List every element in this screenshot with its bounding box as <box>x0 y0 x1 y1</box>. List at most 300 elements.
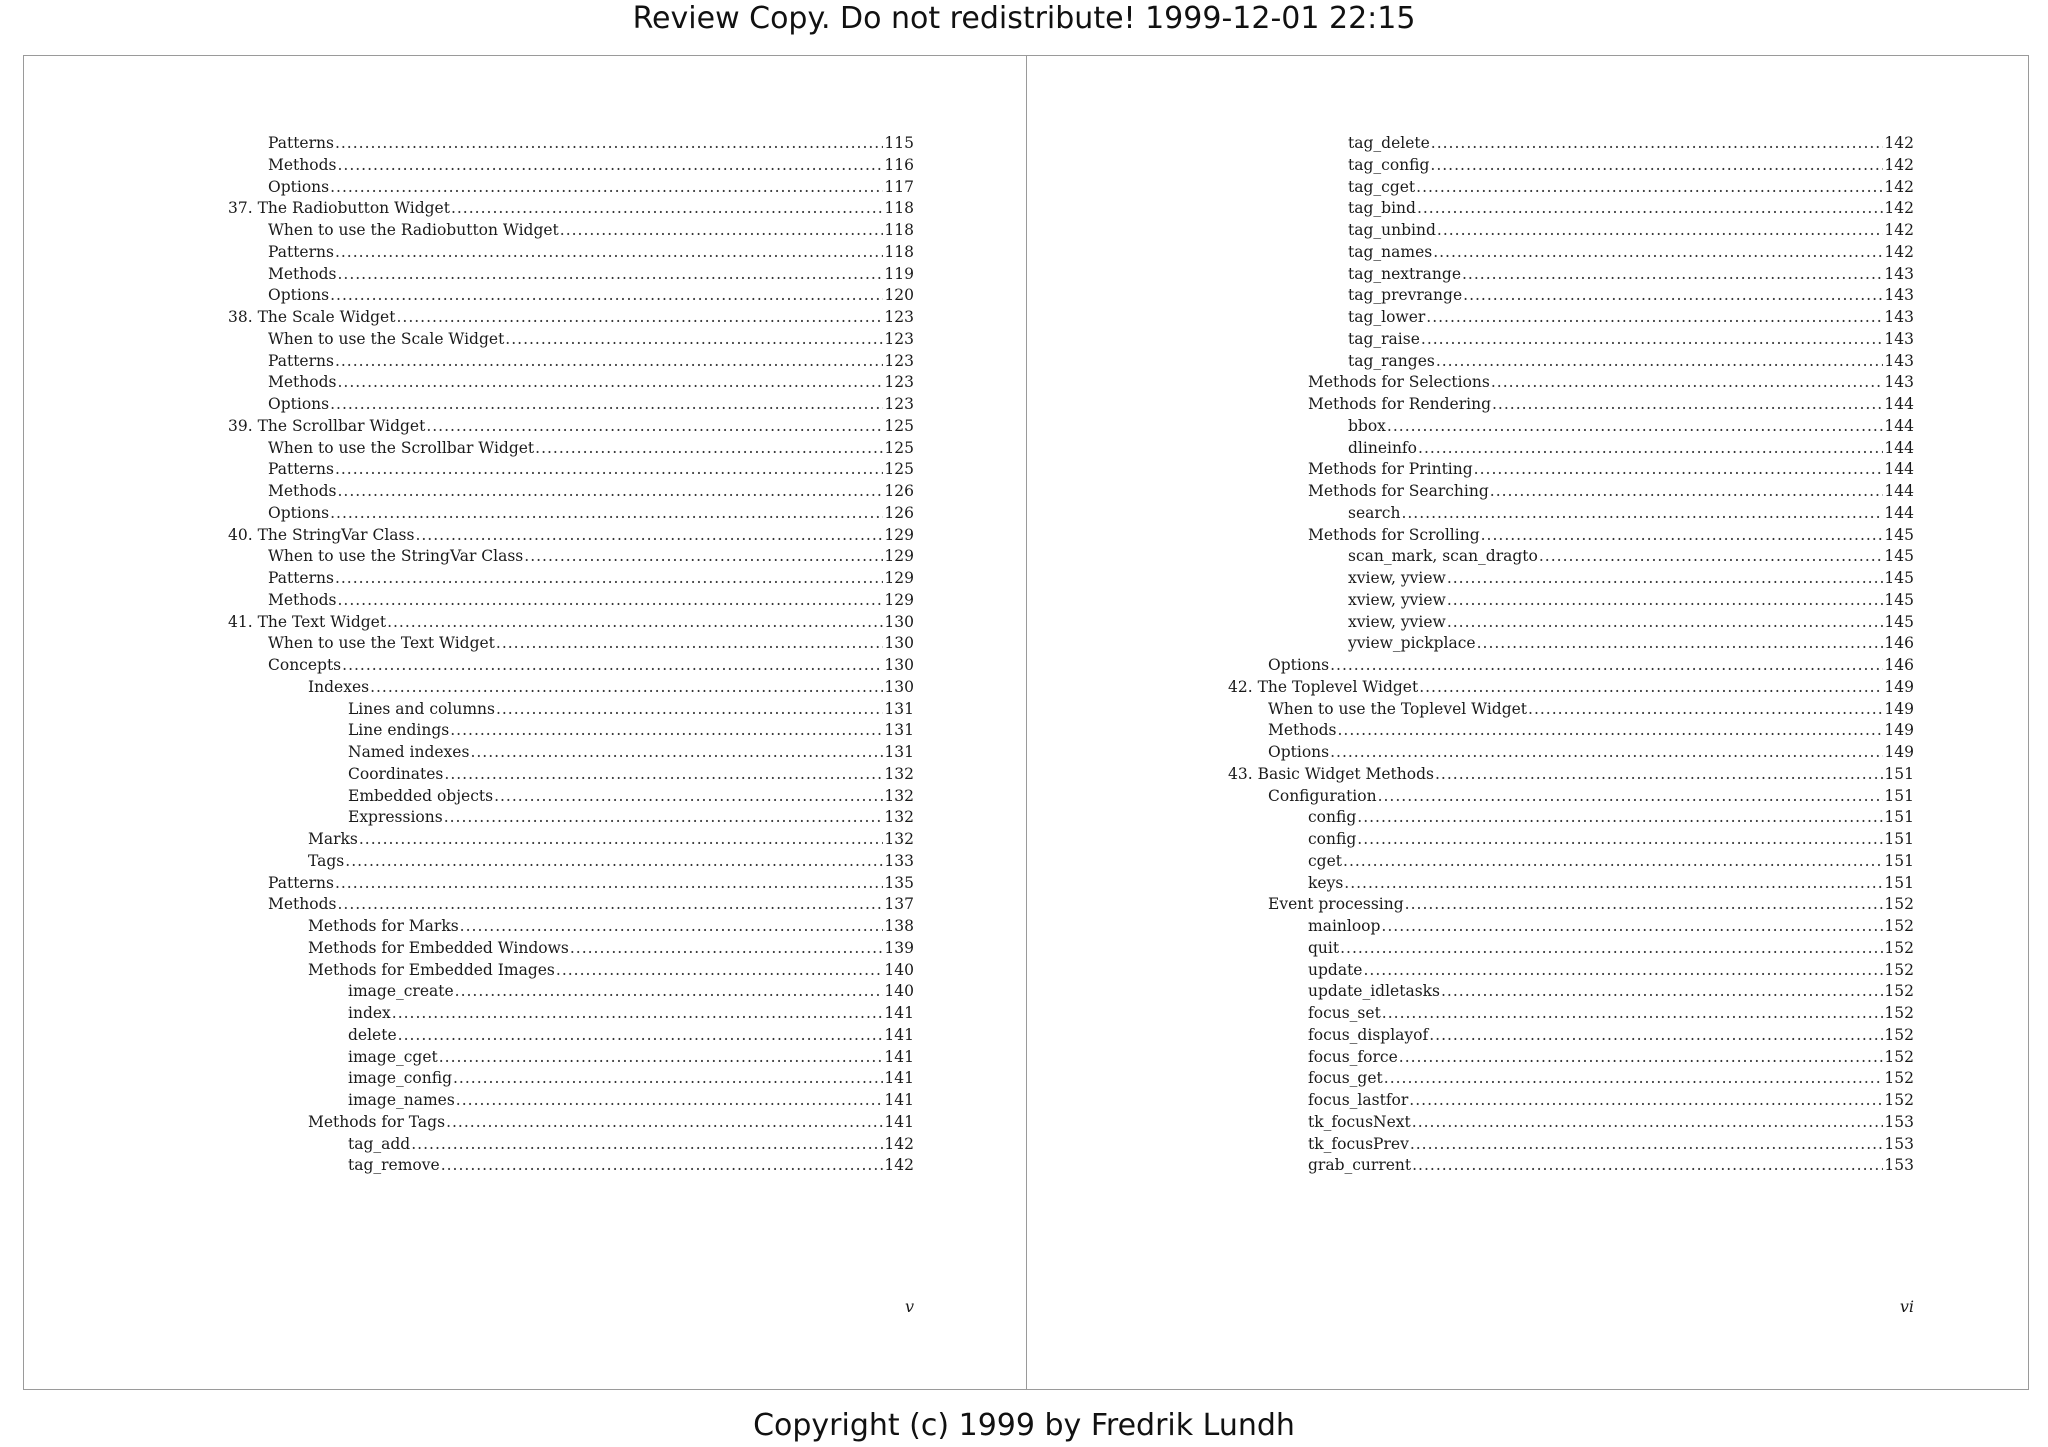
toc-entry <box>1228 1155 1914 1177</box>
toc-entry-title: Methods for Searching <box>1308 482 1489 500</box>
dot-leader <box>1344 873 1883 895</box>
toc-entry <box>1228 677 1914 699</box>
toc-entry-page: 152 <box>1884 938 1914 957</box>
dot-leader <box>1419 677 1883 699</box>
dot-leader <box>370 677 883 699</box>
toc-entry-title: xview, yview <box>1348 590 1446 609</box>
toc-entry <box>1228 612 1914 634</box>
toc-entry-page: 142 <box>1884 242 1914 261</box>
toc-entry <box>228 655 914 677</box>
dot-leader <box>335 133 883 155</box>
toc-entry-title: tag_cget <box>1348 177 1416 196</box>
toc-entry-page: 130 <box>884 656 914 674</box>
dot-leader <box>446 1112 883 1134</box>
toc-entry-title: Patterns <box>268 569 334 587</box>
toc-entry-title: focus_displayof <box>1308 1025 1429 1044</box>
toc-entry <box>228 612 914 634</box>
dot-leader <box>1409 1090 1883 1112</box>
toc-entry <box>1228 1068 1914 1090</box>
dot-leader <box>1539 546 1884 568</box>
dot-leader <box>453 1068 883 1090</box>
toc-entry-title: tag_delete <box>1348 134 1430 152</box>
toc-entry-page: 142 <box>1884 177 1914 196</box>
toc-entry-page: 144 <box>1884 503 1914 522</box>
toc-entry-title: delete <box>348 1025 397 1044</box>
dot-leader <box>470 742 883 764</box>
dot-leader <box>1363 960 1883 982</box>
toc-entry <box>1228 851 1914 873</box>
toc-entry-title: focus_get <box>1308 1069 1383 1088</box>
dot-leader <box>451 198 883 220</box>
toc-entry-page: 132 <box>884 830 914 848</box>
toc-entry-title: 38. The Scale Widget <box>228 308 396 326</box>
dot-leader <box>1431 133 1884 155</box>
toc-entry-page: 152 <box>1884 895 1914 914</box>
toc-entry <box>1228 981 1914 1003</box>
toc-entry-title: mainloop <box>1308 917 1381 935</box>
toc-entry-page: 125 <box>884 438 914 457</box>
dot-leader <box>1433 242 1883 264</box>
toc-entry-title: quit <box>1308 938 1340 957</box>
toc-entry-page: 118 <box>884 221 914 239</box>
dot-leader <box>460 916 884 938</box>
toc-entry-page: 129 <box>884 547 914 566</box>
toc-entry-page: 151 <box>1884 873 1914 892</box>
dot-leader <box>1441 981 1883 1003</box>
toc-entry <box>1228 264 1914 286</box>
toc-entry-title: Methods <box>268 590 337 609</box>
toc-entry-page: 149 <box>1884 699 1914 718</box>
toc-entry-page: 143 <box>1884 286 1914 305</box>
page-number-right: vi <box>1899 1297 1914 1316</box>
toc-entry <box>228 372 914 394</box>
toc-entry-title: Coordinates <box>348 764 444 783</box>
toc-entry-page: 130 <box>884 634 914 653</box>
dot-leader <box>1382 1003 1884 1025</box>
dot-leader <box>441 1155 884 1177</box>
toc-entry-page: 138 <box>884 917 914 935</box>
toc-entry-page: 142 <box>884 1134 914 1153</box>
dot-leader <box>456 1090 884 1112</box>
dot-leader <box>330 394 883 416</box>
toc-entry-title: dlineinfo <box>1348 438 1418 457</box>
dot-leader <box>415 525 883 547</box>
toc-entry-page: 149 <box>1884 721 1914 740</box>
toc-entry-page: 151 <box>1884 808 1914 827</box>
dot-leader <box>342 655 883 677</box>
toc-entry <box>228 438 914 460</box>
dot-leader <box>1405 894 1884 916</box>
toc-entry <box>228 133 914 155</box>
toc-entry-page: 143 <box>1884 308 1914 326</box>
dot-leader <box>1357 807 1883 829</box>
toc-entry <box>228 155 914 177</box>
toc-entry <box>228 1134 914 1156</box>
toc-entry-title: Methods <box>268 264 337 283</box>
toc-entry-title: Methods <box>268 895 337 914</box>
dot-leader <box>335 459 883 481</box>
toc-entry <box>1228 177 1914 199</box>
toc-entry-page: 131 <box>884 721 914 740</box>
toc-entry-page: 152 <box>1884 1069 1914 1088</box>
toc-entry-title: 41. The Text Widget <box>228 612 387 631</box>
dot-leader <box>1426 307 1883 329</box>
toc-entry-page: 123 <box>884 373 914 392</box>
toc-entry-page: 118 <box>884 242 914 261</box>
toc-entry-page: 153 <box>1884 1156 1914 1175</box>
toc-entry <box>228 633 914 655</box>
dot-leader <box>450 720 883 742</box>
toc-entry-page: 152 <box>1884 917 1914 935</box>
toc-entry-title: Methods for Selections <box>1308 373 1490 392</box>
toc-entry <box>1228 764 1914 786</box>
dot-leader <box>1337 720 1883 742</box>
toc-entry-title: focus_set <box>1308 1004 1381 1022</box>
toc-entry <box>1228 242 1914 264</box>
toc-entry <box>1228 351 1914 373</box>
dot-leader <box>337 894 883 916</box>
toc-entry <box>228 807 914 829</box>
dot-leader <box>1474 459 1884 481</box>
toc-entry-title: 37. The Radiobutton Widget <box>228 199 450 218</box>
toc-entry-page: 123 <box>884 329 914 348</box>
toc-entry <box>228 851 914 873</box>
toc-entry-page: 131 <box>884 743 914 761</box>
toc-entry-title: tk_focusPrev <box>1308 1134 1409 1153</box>
toc-entry <box>1228 459 1914 481</box>
toc-entry <box>228 590 914 612</box>
toc-entry-page: 146 <box>1884 656 1914 674</box>
toc-entry-title: image_names <box>348 1091 455 1109</box>
toc-entry <box>228 264 914 286</box>
toc-entry-page: 143 <box>1884 351 1914 370</box>
toc-entry-page: 141 <box>884 1069 914 1088</box>
toc-entry-title: Options <box>268 286 330 305</box>
dot-leader <box>1412 1112 1884 1134</box>
toc-entry-title: Methods for Tags <box>308 1112 446 1131</box>
dot-leader <box>1399 1047 1884 1069</box>
toc-entry <box>228 568 914 590</box>
dot-leader <box>496 633 884 655</box>
toc-entry-page: 145 <box>1884 525 1914 544</box>
toc-entry-title: scan_mark, scan_dragto <box>1348 547 1538 566</box>
toc-entry <box>1228 916 1914 938</box>
toc-entry <box>1228 416 1914 438</box>
toc-entry <box>228 416 914 438</box>
page-divider <box>1026 56 1027 1389</box>
toc-entry-page: 152 <box>1884 1091 1914 1109</box>
toc-entry-page: 152 <box>1884 1025 1914 1044</box>
toc-entry-page: 137 <box>884 895 914 914</box>
toc-entry-title: Methods for Embedded Images <box>308 960 555 979</box>
toc-entry-page: 151 <box>1884 764 1914 783</box>
toc-entry <box>228 307 914 329</box>
toc-entry-title: tag_unbind <box>1348 221 1436 239</box>
toc-entry-title: Options <box>268 395 330 413</box>
toc-entry <box>1228 285 1914 307</box>
toc-entry <box>1228 720 1914 742</box>
toc-entry <box>228 351 914 373</box>
dot-leader <box>1435 764 1883 786</box>
toc-entry-title: Named indexes <box>348 743 470 761</box>
toc-entry-page: 144 <box>1884 438 1914 457</box>
dot-leader <box>1401 503 1883 525</box>
toc-entry-page: 142 <box>884 1156 914 1175</box>
toc-entry-title: Patterns <box>268 351 334 370</box>
toc-entry-title: Tags <box>308 851 345 870</box>
toc-entry <box>228 198 914 220</box>
toc-entry <box>228 1112 914 1134</box>
toc-entry <box>1228 481 1914 503</box>
dot-leader <box>1462 264 1883 286</box>
toc-entry-title: Methods for Printing <box>1308 460 1473 479</box>
toc-entry <box>1228 894 1914 916</box>
toc-entry <box>1228 155 1914 177</box>
toc-entry-page: 144 <box>1884 416 1914 435</box>
toc-entry-title: 43. Basic Widget Methods <box>1228 764 1434 783</box>
toc-entry-title: image_config <box>348 1069 452 1088</box>
toc-entry <box>228 481 914 503</box>
toc-entry-page: 126 <box>884 503 914 522</box>
toc-entry <box>228 720 914 742</box>
dot-leader <box>335 351 883 373</box>
dot-leader <box>1381 916 1883 938</box>
toc-entry-page: 151 <box>1884 830 1914 848</box>
dot-leader <box>524 546 883 568</box>
toc-entry-page: 140 <box>884 960 914 979</box>
toc-entry-page: 125 <box>884 416 914 435</box>
toc-entry-page: 132 <box>884 764 914 783</box>
dot-leader <box>337 481 883 503</box>
toc-entry-title: config <box>1308 808 1357 827</box>
toc-entry-title: tag_bind <box>1348 199 1416 218</box>
toc-entry <box>228 220 914 242</box>
toc-entry-title: When to use the Text Widget <box>268 634 495 653</box>
toc-entry-title: tag_prevrange <box>1348 286 1463 305</box>
toc-entry-title: Event processing <box>1268 895 1404 914</box>
toc-entry <box>1228 329 1914 351</box>
toc-entry-page: 132 <box>884 786 914 805</box>
toc-entry-title: Options <box>1268 743 1330 761</box>
toc-entry <box>1228 699 1914 721</box>
dot-leader <box>439 1047 884 1069</box>
toc-entry <box>1228 546 1914 568</box>
toc-entry-title: Configuration <box>1268 786 1377 805</box>
dot-leader <box>444 764 883 786</box>
dot-leader <box>330 285 883 307</box>
toc-entry <box>1228 394 1914 416</box>
dot-leader <box>535 438 883 460</box>
toc-entry <box>1228 220 1914 242</box>
dot-leader <box>1416 177 1883 199</box>
toc-entry-title: image_create <box>348 982 454 1001</box>
toc-entry <box>1228 307 1914 329</box>
toc-entry <box>1228 938 1914 960</box>
toc-entry-page: 144 <box>1884 460 1914 479</box>
dot-leader <box>1481 525 1884 547</box>
toc-entry-title: xview, yview <box>1348 612 1446 631</box>
toc-entry <box>228 1068 914 1090</box>
dot-leader <box>1463 285 1883 307</box>
toc-entry-page: 129 <box>884 590 914 609</box>
toc-entry-page: 119 <box>884 264 914 283</box>
toc-entry-title: Methods for Marks <box>308 917 459 935</box>
dot-leader <box>1330 742 1883 764</box>
toc-entry-title: Methods <box>268 373 337 392</box>
dot-leader <box>1490 481 1884 503</box>
dot-leader <box>335 568 883 590</box>
toc-entry <box>228 242 914 264</box>
dot-leader <box>396 307 883 329</box>
dot-leader <box>1378 786 1884 808</box>
toc-entry-title: Lines and columns <box>348 699 495 718</box>
toc-entry <box>228 960 914 982</box>
toc-entry-title: Methods for Scrolling <box>1308 525 1480 544</box>
toc-entry-page: 149 <box>1884 677 1914 696</box>
toc-entry-title: tag_ranges <box>1348 351 1435 370</box>
dot-leader <box>496 699 883 721</box>
toc-entry-title: tag_nextrange <box>1348 264 1461 283</box>
toc-entry <box>228 394 914 416</box>
toc-entry <box>1228 525 1914 547</box>
toc-entry-title: cget <box>1308 851 1343 870</box>
dot-leader <box>1421 329 1884 351</box>
toc-entry-title: When to use the Scrollbar Widget <box>268 438 535 457</box>
toc-entry <box>228 459 914 481</box>
toc-entry-page: 123 <box>884 351 914 370</box>
toc-entry <box>1228 133 1914 155</box>
toc-entry-page: 141 <box>884 1047 914 1066</box>
toc-entry-page: 142 <box>1884 155 1914 174</box>
toc-entry-title: xview, yview <box>1348 569 1446 587</box>
toc-entry-title: tk_focusNext <box>1308 1112 1411 1131</box>
review-copy-header: Review Copy. Do not redistribute! 1999-12-01 22:15 <box>632 1 1416 36</box>
toc-entry <box>228 329 914 351</box>
dot-leader <box>1357 829 1883 851</box>
toc-entry-page: 153 <box>1884 1112 1914 1131</box>
dot-leader <box>1412 1155 1883 1177</box>
toc-entry <box>228 525 914 547</box>
toc-entry <box>228 699 914 721</box>
toc-entry-title: grab_current <box>1308 1156 1412 1175</box>
toc-entry <box>228 786 914 808</box>
toc-entry-title: update <box>1308 960 1363 979</box>
toc-entry <box>1228 786 1914 808</box>
toc-entry-page: 151 <box>1884 786 1914 805</box>
toc-entry-title: focus_force <box>1308 1047 1398 1066</box>
toc-entry-page: 142 <box>1884 134 1914 152</box>
toc-entry <box>1228 372 1914 394</box>
toc-entry-page: 125 <box>884 460 914 479</box>
dot-leader <box>1384 1068 1884 1090</box>
dot-leader <box>1447 590 1884 612</box>
toc-entry <box>228 503 914 525</box>
toc-entry-page: 126 <box>884 482 914 500</box>
toc-entry-title: tag_config <box>1348 155 1430 174</box>
page-number-left: v <box>904 1297 914 1316</box>
toc-entry <box>228 1047 914 1069</box>
toc-entry-title: search <box>1348 503 1401 522</box>
dot-leader <box>387 612 883 634</box>
toc-entry-page: 135 <box>884 873 914 892</box>
dot-leader <box>398 1025 884 1047</box>
dot-leader <box>1491 372 1884 394</box>
toc-entry-page: 152 <box>1884 1004 1914 1022</box>
toc-entry-page: 141 <box>884 1025 914 1044</box>
toc-entry-page: 123 <box>884 308 914 326</box>
dot-leader <box>1418 438 1883 460</box>
toc-entry-title: tag_remove <box>348 1156 440 1175</box>
toc-entry-page: 152 <box>1884 1047 1914 1066</box>
dot-leader <box>337 264 883 286</box>
toc-entry <box>228 285 914 307</box>
toc-entry-page: 152 <box>1884 982 1914 1001</box>
dot-leader <box>1429 1025 1883 1047</box>
toc-entry <box>1228 873 1914 895</box>
toc-entry-title: Patterns <box>268 460 334 479</box>
dot-leader <box>337 155 883 177</box>
dot-leader <box>505 329 883 351</box>
toc-entry-title: 42. The Toplevel Widget <box>1228 677 1419 696</box>
toc-entry <box>228 677 914 699</box>
dot-leader <box>1387 416 1883 438</box>
toc-entry <box>228 1155 914 1177</box>
toc-entry-page: 141 <box>884 1004 914 1022</box>
toc-entry-title: 40. The StringVar Class <box>228 525 415 544</box>
toc-entry <box>1228 438 1914 460</box>
toc-entry-title: When to use the Radiobutton Widget <box>268 221 559 239</box>
toc-entry-page: 123 <box>884 395 914 413</box>
toc-entry-page: 140 <box>884 982 914 1001</box>
dot-leader <box>1330 655 1883 677</box>
toc-entry-page: 143 <box>1884 264 1914 283</box>
dot-leader <box>337 372 883 394</box>
toc-entry-title: Methods for Rendering <box>1308 395 1491 413</box>
toc-entry-title: yview_pickplace <box>1348 634 1476 653</box>
dot-leader <box>359 829 884 851</box>
toc-entry <box>1228 1134 1914 1156</box>
toc-entry-title: Options <box>268 177 330 196</box>
toc-entry-page: 130 <box>884 612 914 631</box>
dot-leader <box>335 873 883 895</box>
dot-leader <box>444 807 884 829</box>
toc-entry <box>228 546 914 568</box>
toc-entry <box>228 1025 914 1047</box>
toc-entry-title: tag_raise <box>1348 329 1420 348</box>
dot-leader <box>1447 568 1884 590</box>
toc-entry <box>228 981 914 1003</box>
toc-entry-title: Methods <box>268 155 337 174</box>
dot-leader <box>1410 1134 1884 1156</box>
toc-entry <box>228 938 914 960</box>
toc-entry-page: 151 <box>1884 851 1914 870</box>
toc-entry-page: 145 <box>1884 569 1914 587</box>
toc-entry-title: Embedded objects <box>348 786 494 805</box>
toc-entry-title: When to use the Scale Widget <box>268 329 505 348</box>
toc-entry-title: Options <box>268 503 330 522</box>
toc-entry-page: 149 <box>1884 743 1914 761</box>
toc-entry-page: 153 <box>1884 1134 1914 1153</box>
toc-entry-page: 133 <box>884 851 914 870</box>
toc-entry-page: 145 <box>1884 590 1914 609</box>
toc-entry <box>228 916 914 938</box>
toc-entry-title: Options <box>1268 656 1330 674</box>
toc-entry-title: image_cget <box>348 1047 438 1066</box>
dot-leader <box>1447 612 1884 634</box>
toc-entry <box>1228 1025 1914 1047</box>
toc-entry <box>1228 198 1914 220</box>
dot-leader <box>330 177 883 199</box>
